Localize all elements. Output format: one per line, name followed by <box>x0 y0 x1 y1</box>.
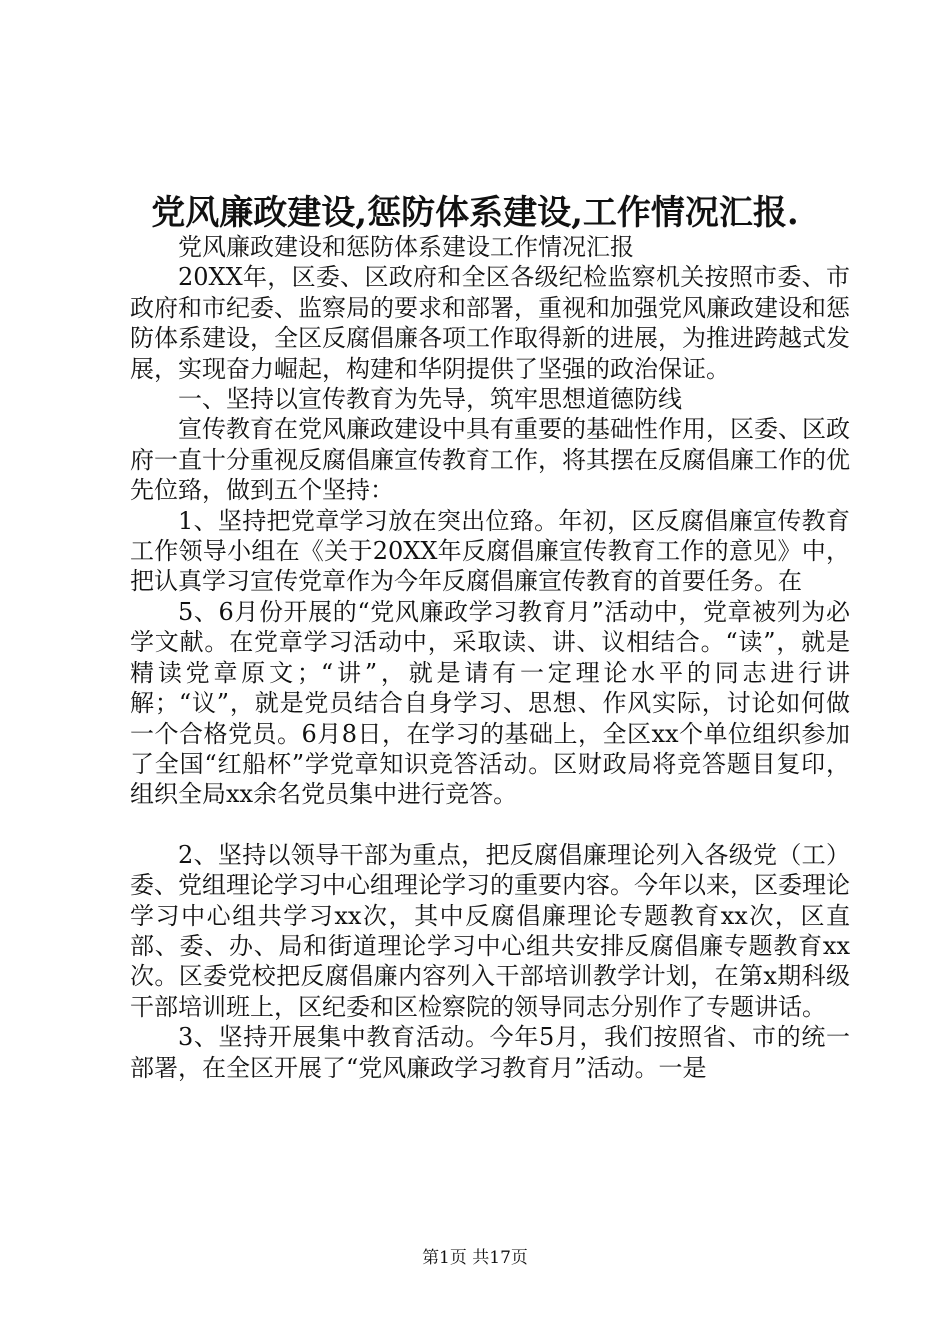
page-footer: 第1页 共17页 <box>422 1248 528 1268</box>
document-title: 党风廉政建设,惩防体系建设,工作情况汇报. <box>151 193 799 233</box>
report-subtitle: 党风廉政建设和惩防体系建设工作情况汇报 <box>178 233 634 261</box>
paragraph-item-1-continued: 5、6月份开展的“党风廉政学习教育月”活动中，党章被列为必学文献。在党章学习活动中，采取读、讲、议相结合。“读”，就是精读党章原文；“讲”，就是请有一定理论水平的同志进行讲解；“议”，就是党员结合自身学习、思想、作风实际，讨论如何做一个合格党员。6月8日，在学习的基础上，全区xx个单位组织参加了全国“红船杯”学党章知识竞答活动。区财政局将竞答题目复印，组织全局xx余名党员集中进行竞答。 <box>130 597 850 809</box>
document-body <box>130 232 850 1083</box>
paragraph-section-1-intro: 宣传教育在党风廉政建设中具有重要的基础性作用，区委、区政府一直十分重视反腐倡廉宣传教育工作，将其摆在反腐倡廉工作的优先位臵，做到五个坚持： <box>130 415 850 505</box>
paragraph-item-2: 2、坚持以领导干部为重点，把反腐倡廉理论列入各级党（工）委、党组理论学习中心组理论学习的重要内容。今年以来，区委理论学习中心组共学习xx次，其中反腐倡廉理论专题教育xx次，区直部、委、办、局和街道理论学习中心组共安排反腐倡廉专题教育xx次。区委党校把反腐倡廉内容列入干部培训教学计划，在第x期科级干部培训班上，区纪委和区检察院的领导同志分别作了专题讲话。 <box>130 840 850 1021</box>
paragraph-intro: 20XX年，区委、区政府和全区各级纪检监察机关按照市委、市政府和市纪委、监察局的要求和部署，重视和加强党风廉政建设和惩防体系建设，全区反腐倡廉各项工作取得新的进展，为推进跨越式发展，实现奋力崛起，构建和华阴提供了坚强的政治保证。 <box>130 263 850 383</box>
paragraph-item-1: 1、坚持把党章学习放在突出位臵。年初，区反腐倡廉宣传教育工作领导小组在《关于20XX年反腐倡廉宣传教育工作的意见》中，把认真学习宣传党章作为今年反腐倡廉宣传教育的首要任务。在 <box>130 506 850 596</box>
section-heading-1: 一、坚持以宣传教育为先导，筑牢思想道德防线 <box>178 385 682 414</box>
paragraph-item-3: 3、坚持开展集中教育活动。今年5月，我们按照省、市的统一部署，在全区开展了“党风廉政学习教育月”活动。一是 <box>130 1023 850 1082</box>
